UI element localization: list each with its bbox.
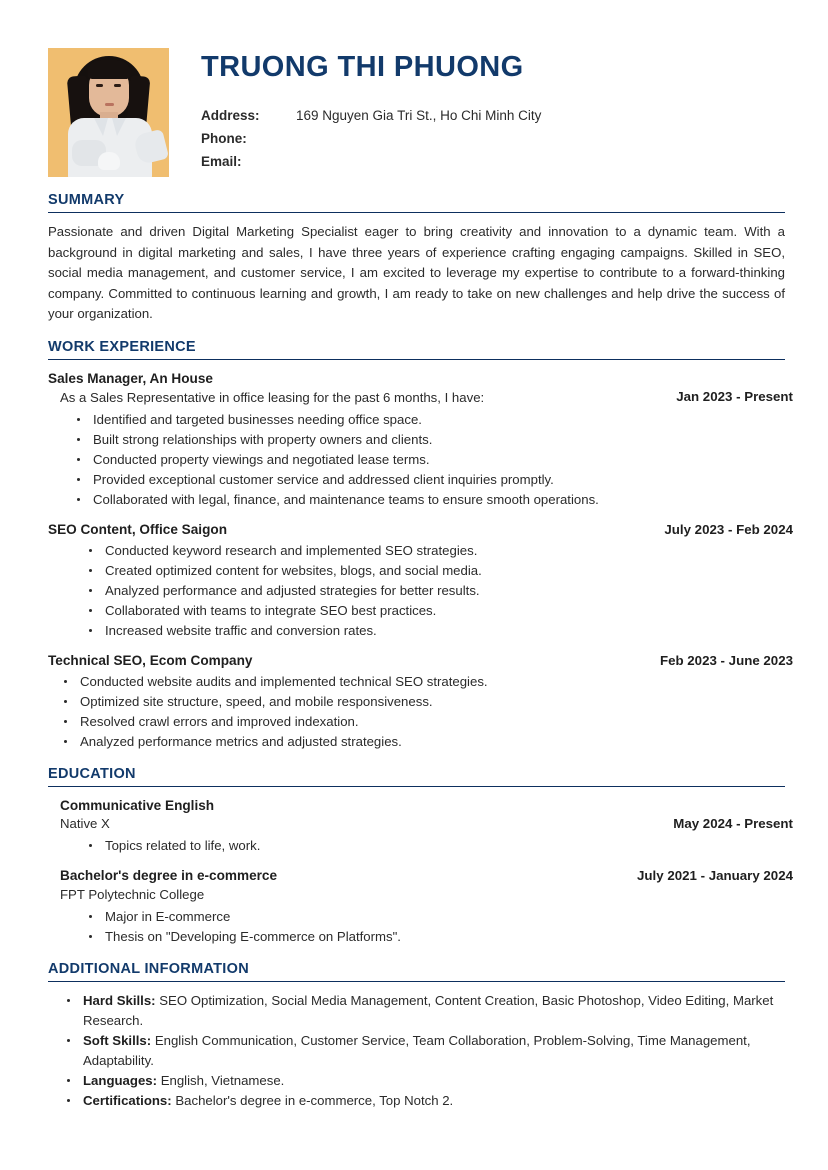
work-entry-intro: As a Sales Representative in office leasing for the past 6 months, I have: bbox=[60, 389, 485, 405]
contact-row-email bbox=[201, 150, 785, 173]
education-entry bbox=[48, 866, 793, 947]
work-entry-head bbox=[48, 520, 793, 539]
page-title: TRUONG THI PHUONG bbox=[201, 51, 524, 83]
education-entry-title: Bachelor's degree in e-commerce bbox=[60, 867, 278, 883]
list-item: Provided exceptional customer service and addressed client inquiries promptly. bbox=[71, 470, 785, 490]
work-entry bbox=[48, 369, 793, 510]
work-entry-bullets bbox=[48, 541, 785, 641]
education-entry-bullets bbox=[60, 907, 785, 947]
section-title-additional-information: ADDITIONAL INFORMATION bbox=[48, 960, 249, 977]
work-entry-date: July 2023 - Feb 2024 bbox=[664, 521, 793, 537]
list-item bbox=[61, 1031, 798, 1071]
list-item: Topics related to life, work. bbox=[83, 836, 785, 856]
work-entry-date: Feb 2023 - June 2023 bbox=[659, 652, 793, 668]
photo-collar-left bbox=[94, 118, 108, 136]
education-entry-institution: Native X bbox=[60, 815, 110, 831]
education-entry-title: Communicative English bbox=[60, 797, 215, 813]
section-title-work-experience: WORK EXPERIENCE bbox=[48, 338, 196, 355]
additional-information-list bbox=[48, 991, 798, 1111]
list-item: Collaborated with legal, finance, and maintenance teams to ensure smooth operations. bbox=[71, 490, 785, 510]
list-item bbox=[61, 1071, 798, 1091]
info-value-languages: English, Vietnamese. bbox=[160, 1072, 285, 1088]
section-rule-additional-information bbox=[48, 981, 785, 982]
info-label-certifications: Certifications: bbox=[83, 1092, 172, 1108]
education-entry-head bbox=[48, 866, 793, 885]
list-item: Conducted property viewings and negotiated lease terms. bbox=[71, 450, 785, 470]
section-rule-work-experience bbox=[48, 359, 785, 360]
work-entry-bullets bbox=[48, 672, 785, 752]
info-label-soft-skills: Soft Skills: bbox=[83, 1032, 152, 1048]
list-item: Major in E-commerce bbox=[83, 907, 785, 927]
list-item: Optimized site structure, speed, and mobile responsiveness. bbox=[58, 692, 785, 712]
education-entry-body bbox=[48, 885, 785, 947]
info-value-soft-skills: English Communication, Customer Service, Team Collaboration, Problem-Solving, Time Management, Adaptability. bbox=[83, 1032, 751, 1068]
education-entry-date: May 2024 - Present bbox=[673, 815, 793, 831]
section-education bbox=[48, 765, 793, 947]
summary-paragraph: Passionate and driven Digital Marketing Specialist eager to bring creativity and innovation to a dynamic team. With a background in digital marketing and sales, I have three years of experience crafting engaging campaigns. Skilled in SEO, social media management, and customer service, I am excited to leverage my expertise to contribute to a forward-thinking company. Committed to continuous learning and growth, I am ready to take on new challenges and help drive the success of your organization. bbox=[48, 224, 785, 321]
education-entry-date: July 2021 - January 2024 bbox=[637, 867, 793, 883]
contact-value-phone bbox=[296, 127, 785, 150]
list-item: Analyzed performance metrics and adjusted strategies. bbox=[58, 732, 785, 752]
list-item: Built strong relationships with property owners and clients. bbox=[71, 430, 785, 450]
contact-row-phone bbox=[201, 127, 785, 150]
info-value-certifications: Bachelor's degree in e-commerce, Top Notch 2. bbox=[175, 1092, 454, 1108]
photo-collar-right bbox=[112, 118, 126, 136]
photo-eye-right bbox=[114, 84, 121, 87]
section-rule-education bbox=[48, 786, 785, 787]
list-item: Conducted website audits and implemented technical SEO strategies. bbox=[58, 672, 785, 692]
profile-photo bbox=[48, 48, 169, 177]
photo-shirt-knot bbox=[98, 152, 120, 170]
education-entry-institution: FPT Polytechnic College bbox=[60, 886, 205, 902]
contact-label-address: Address: bbox=[201, 107, 260, 123]
section-rule-summary bbox=[48, 212, 785, 213]
work-entry bbox=[48, 651, 793, 752]
photo-mouth bbox=[105, 103, 114, 106]
section-additional-information bbox=[48, 961, 785, 1111]
section-title-education: EDUCATION bbox=[48, 765, 136, 782]
info-label-hard-skills: Hard Skills: bbox=[83, 992, 156, 1008]
resume-header bbox=[48, 48, 785, 178]
list-item: Resolved crawl errors and improved indexation. bbox=[58, 712, 785, 732]
list-item: Created optimized content for websites, blogs, and social media. bbox=[83, 561, 785, 581]
section-summary bbox=[48, 192, 785, 325]
list-item bbox=[61, 1091, 798, 1111]
contact-value-email bbox=[296, 150, 785, 173]
work-entry-bullets bbox=[48, 410, 785, 510]
work-entry-title: Sales Manager, An House bbox=[48, 370, 213, 386]
info-value-hard-skills: SEO Optimization, Social Media Management, Content Creation, Basic Photoshop, Video Editing, Market Research. bbox=[83, 992, 774, 1028]
work-entry bbox=[48, 520, 793, 641]
list-item: Analyzed performance and adjusted strategies for better results. bbox=[83, 581, 785, 601]
contact-value-address: 169 Nguyen Gia Tri St., Ho Chi Minh City bbox=[296, 107, 542, 123]
work-entry-title: SEO Content, Office Saigon bbox=[48, 521, 227, 537]
list-item: Identified and targeted businesses needing office space. bbox=[71, 410, 785, 430]
info-label-languages: Languages: bbox=[83, 1072, 158, 1088]
contact-row-address bbox=[201, 104, 785, 127]
education-entry bbox=[48, 796, 793, 856]
list-item: Increased website traffic and conversion rates. bbox=[83, 621, 785, 641]
work-entry-date: Jan 2023 - Present bbox=[676, 388, 793, 404]
work-entry-head bbox=[48, 651, 793, 670]
list-item: Thesis on "Developing E-commerce on Platforms". bbox=[83, 927, 785, 947]
education-entry-bullets bbox=[60, 836, 785, 856]
photo-fringe bbox=[87, 60, 131, 79]
work-entry-title: Technical SEO, Ecom Company bbox=[48, 652, 253, 668]
section-work-experience bbox=[48, 338, 793, 752]
section-title-summary: SUMMARY bbox=[48, 192, 125, 208]
list-item: Collaborated with teams to integrate SEO best practices. bbox=[83, 601, 785, 621]
contact-label-phone: Phone: bbox=[201, 130, 247, 146]
header-text-block bbox=[201, 48, 785, 173]
list-item: Conducted keyword research and implemented SEO strategies. bbox=[83, 541, 785, 561]
list-item bbox=[61, 991, 798, 1031]
photo-eye-left bbox=[96, 84, 103, 87]
contact-label-email: Email: bbox=[201, 153, 242, 169]
